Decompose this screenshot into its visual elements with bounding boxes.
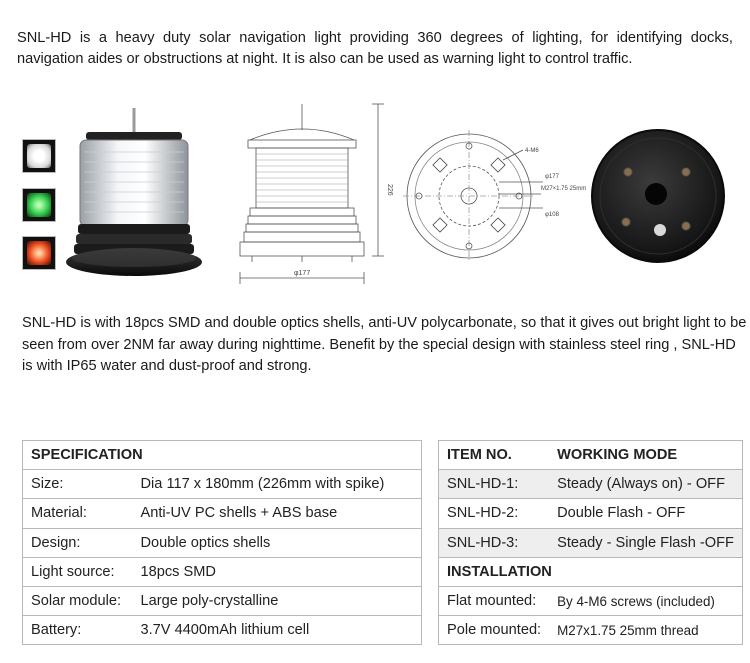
- spec-value: Anti-UV PC shells + ABS base: [133, 499, 422, 528]
- installation-header: INSTALLATION: [439, 557, 743, 586]
- lens-shell: [80, 140, 188, 226]
- spec-key: Battery:: [23, 616, 133, 645]
- table-row: [23, 470, 422, 499]
- spec-key: Solar module:: [23, 586, 133, 615]
- top-cap: [86, 132, 182, 140]
- install-key: Flat mounted:: [439, 586, 550, 615]
- item-key: SNL-HD-3:: [439, 528, 550, 557]
- items-header-row: [439, 441, 743, 470]
- spec-value: Dia 117 x 180mm (226mm with spike): [133, 470, 422, 499]
- spec-key: Design:: [23, 528, 133, 557]
- spec-value: 3.7V 4400mAh lithium cell: [133, 616, 422, 645]
- description-paragraph: SNL-HD is with 18pcs SMD and double optics shells, anti-UV polycarbonate, so that it gives out bright light to be seen from over 2NM far away during nighttime. Benefit by the special design with stainless steel ring , SNL-HD is with IP65 water and dust-proof and strong.: [22, 315, 747, 374]
- table-row: [23, 616, 422, 645]
- installation-header-row: [439, 557, 743, 586]
- product-photo: [62, 100, 212, 280]
- table-row: [439, 616, 743, 645]
- spec-key: Size:: [23, 470, 133, 499]
- bottom-view-photo: [588, 126, 728, 266]
- working-mode-header: WORKING MODE: [549, 441, 742, 470]
- swatch-white: [22, 139, 56, 173]
- item-value: Steady (Always on) - OFF: [549, 470, 742, 499]
- switch-button: [654, 224, 666, 236]
- item-value: Double Flash - OFF: [549, 499, 742, 528]
- drawing-cap: [248, 140, 356, 148]
- plan-label-4: φ108: [545, 212, 559, 218]
- table-row: [439, 470, 743, 499]
- plan-label-1: 4-M6: [525, 148, 539, 154]
- product-figures: [0, 100, 750, 300]
- table-row: [23, 528, 422, 557]
- table-row: [439, 528, 743, 557]
- drawing-base: [240, 242, 364, 256]
- green-light-icon: [27, 193, 51, 217]
- table-row: [439, 499, 743, 528]
- drawing-dome: [250, 129, 354, 140]
- working-mode-table: [438, 440, 743, 645]
- intro-paragraph: SNL-HD is a heavy duty solar navigation light providing 360 degrees of lighting, for identifying docks, navigation aides or obstructions at night. It is also can be used as warning light to control traffic.: [17, 30, 733, 67]
- table-row: [23, 557, 422, 586]
- spec-value: Large poly-crystalline: [133, 586, 422, 615]
- install-value: By 4-M6 screws (included): [549, 586, 742, 615]
- spec-value: 18pcs SMD: [133, 557, 422, 586]
- width-label: φ177: [294, 270, 311, 277]
- item-key: SNL-HD-2:: [439, 499, 550, 528]
- item-key: SNL-HD-1:: [439, 470, 550, 499]
- spec-key: Material:: [23, 499, 133, 528]
- install-value: M27x1.75 25mm thread: [549, 616, 742, 645]
- item-no-header: ITEM NO.: [439, 441, 550, 470]
- red-light-icon: [27, 241, 51, 265]
- swatch-green: [22, 188, 56, 222]
- height-label: 226: [386, 184, 393, 196]
- spec-header: SPECIFICATION: [23, 441, 422, 470]
- plan-drawing: [403, 128, 587, 268]
- table-row: [23, 499, 422, 528]
- table-row: [23, 586, 422, 615]
- swatch-red: [22, 236, 56, 270]
- ring-2: [76, 234, 192, 244]
- spec-value: Double optics shells: [133, 528, 422, 557]
- specification-table: [22, 440, 422, 645]
- spec-header-row: [23, 441, 422, 470]
- spec-key: Light source:: [23, 557, 133, 586]
- table-row: [439, 586, 743, 615]
- plan-label-3: M27×1.75 25mm: [541, 186, 587, 192]
- install-key: Pole mounted:: [439, 616, 550, 645]
- item-value: Steady - Single Flash -OFF: [549, 528, 742, 557]
- side-drawing: [232, 100, 402, 290]
- center-thread-hole: [645, 183, 667, 205]
- ring-1: [78, 224, 190, 234]
- plan-label-2: φ177: [545, 174, 559, 180]
- white-light-icon: [27, 144, 51, 168]
